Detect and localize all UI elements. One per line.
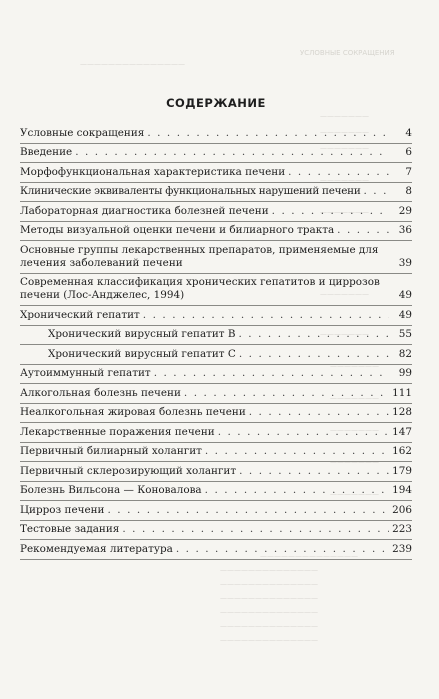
toc-entry-label: Основные группы лекарственных препаратов, применяемые для лечения заболеваний печени [20, 243, 379, 269]
leader-dots [75, 146, 389, 159]
toc-entry[interactable] [20, 306, 412, 326]
toc-entry-label: Болезнь Вильсона — Коновалова [20, 484, 202, 496]
toc-entry[interactable] [20, 482, 412, 502]
toc-entry[interactable] [20, 124, 412, 144]
toc-entry-label: Алкогольная болезнь печени [20, 386, 181, 399]
toc-entry-label: Морфофункциональная характеристика печени [20, 165, 286, 178]
toc-entry[interactable] [20, 183, 412, 203]
toc-entry-page: 36 [398, 224, 412, 236]
toc-entry[interactable] [20, 365, 412, 385]
leader-dots [122, 523, 389, 536]
leader-dots [147, 127, 389, 140]
toc-entry-label: Неалкогольная жировая болезнь печени [20, 406, 246, 418]
table-of-contents-page [20, 96, 412, 560]
toc-entry-label: Методы визуальной оценки печени и билиарного тракта [20, 224, 335, 236]
leader-dots [239, 328, 390, 341]
toc-entry-label: Первичный билиарный холангит [20, 445, 202, 457]
toc-list [20, 124, 412, 560]
toc-entry-label: Аутоиммунный гепатит [20, 367, 151, 379]
toc-entry[interactable] [20, 443, 412, 463]
toc-entry-page: 239 [392, 542, 412, 555]
leader-dots [205, 484, 389, 497]
toc-entry-label: Условные сокращения [20, 126, 145, 139]
toc-entry-label: Хронический гепатит [20, 308, 140, 321]
toc-entry-page: 128 [392, 406, 412, 418]
toc-entry-label: Введение [20, 146, 73, 158]
toc-entry-label: Цирроз печени [20, 503, 105, 516]
leader-dots [176, 543, 389, 556]
toc-entry[interactable] [20, 521, 412, 541]
toc-entry-page: 206 [392, 503, 412, 516]
leader-dots [107, 504, 389, 517]
toc-entry-label: Клинические эквиваленты функциональных нарушений печени [20, 185, 361, 197]
toc-entry[interactable] [20, 501, 412, 521]
leader-dots [239, 465, 389, 478]
toc-entry-page: 55 [398, 328, 412, 340]
show-through-text: УСЛОВНЫЕ СОКРАЩЕНИЯ ——————————————— ——————— ——————— ——————— ——————— ——————— ——————— ——————— ——————— ——————— ——————— ——————— ——————— —————————————— —————————————— —————————————— —————————————— —————————————— —————————————— —————————————— [80, 49, 395, 644]
toc-entry-page: 162 [392, 445, 412, 457]
toc-entry[interactable] [20, 241, 412, 274]
toc-entry[interactable] [20, 326, 412, 346]
toc-entry-page: 49 [398, 289, 412, 301]
toc-entry-page: 49 [398, 308, 412, 321]
toc-entry[interactable] [20, 404, 412, 424]
toc-entry-page: 223 [392, 523, 412, 535]
leader-dots [288, 166, 389, 179]
toc-entry[interactable] [20, 540, 412, 560]
leader-dots [364, 185, 390, 198]
toc-entry-label: Хронический вирусный гепатит B [48, 328, 236, 340]
toc-entry-page: 194 [392, 484, 412, 496]
toc-entry[interactable] [20, 144, 412, 164]
leader-dots [184, 387, 389, 400]
toc-entry-page: 147 [392, 425, 412, 438]
toc-entry-label: Хронический вирусный гепатит C [48, 347, 236, 360]
toc-entry-page: 8 [405, 185, 412, 197]
toc-entry-page: 179 [392, 464, 412, 477]
toc-entry-page: 39 [398, 256, 412, 269]
leader-dots [239, 348, 389, 361]
toc-entry[interactable] [20, 345, 412, 365]
toc-entry-page: 99 [398, 367, 412, 379]
toc-entry[interactable] [20, 384, 412, 404]
toc-entry[interactable] [20, 222, 412, 242]
toc-entry-page: 7 [405, 165, 412, 178]
toc-entry-page: 111 [392, 386, 412, 399]
toc-entry[interactable] [20, 274, 412, 307]
toc-entry-label: Рекомендуемая литература [20, 542, 173, 555]
leader-dots [249, 406, 389, 419]
toc-entry[interactable] [20, 462, 412, 482]
toc-entry-page: 6 [405, 146, 412, 158]
toc-entry-label: Лекарственные поражения печени [20, 425, 215, 438]
toc-entry-label: Тестовые задания [20, 523, 120, 535]
toc-entry-page: 29 [398, 204, 412, 217]
toc-entry[interactable] [20, 202, 412, 222]
leader-dots [272, 205, 389, 218]
toc-entry[interactable] [20, 163, 412, 183]
toc-entry[interactable] [20, 423, 412, 443]
page-title: СОДЕРЖАНИЕ [166, 96, 266, 110]
toc-entry-label: Первичный склерозирующий холангит [20, 464, 237, 477]
toc-entry-label: Современная классификация хронических гепатитов и циррозов печени (Лос-Анджелес, 1994) [20, 276, 380, 301]
toc-entry-label: Лабораторная диагностика болезней печени [20, 204, 269, 217]
leader-dots [205, 445, 389, 458]
leader-dots [143, 309, 389, 322]
leader-dots [218, 426, 389, 439]
leader-dots [154, 367, 389, 380]
leader-dots [337, 224, 389, 237]
toc-entry-page: 4 [405, 126, 412, 139]
toc-entry-page: 82 [398, 347, 412, 360]
